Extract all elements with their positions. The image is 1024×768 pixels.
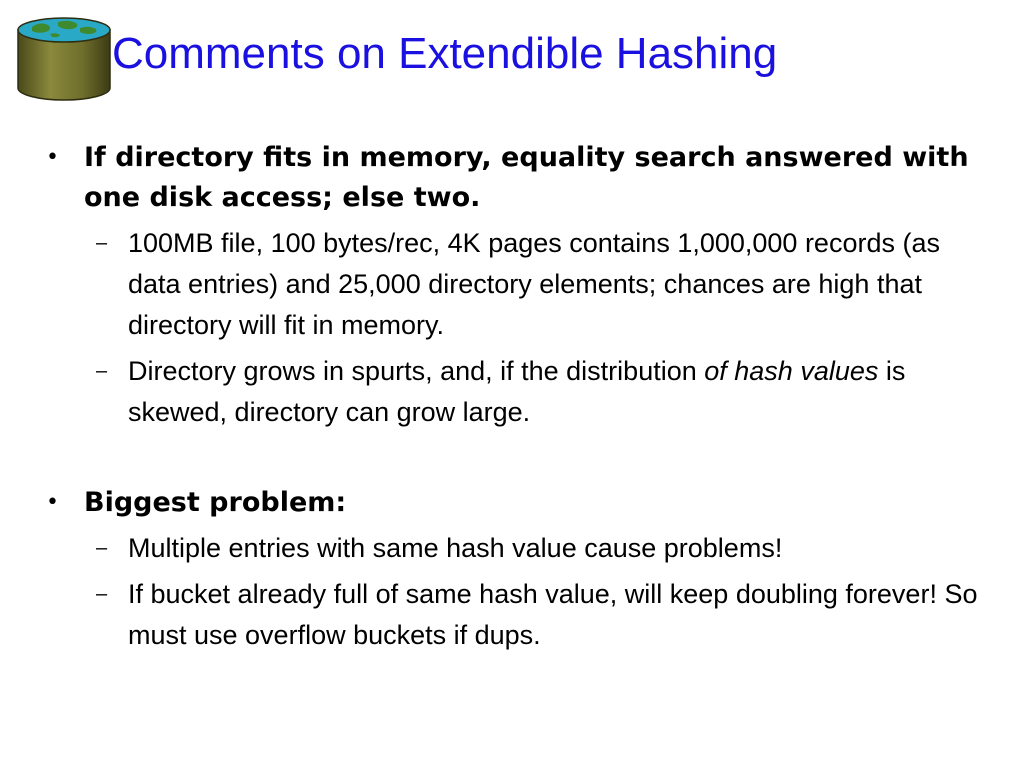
spacer bbox=[40, 433, 1000, 483]
bullet-marker: • bbox=[46, 145, 59, 170]
bullet-text: If directory fits in memory, equality search answered with one disk access; else two. bbox=[84, 142, 969, 213]
sub-bullet-text: If bucket already full of same hash value, will keep doubling forever! So must use overflow buckets if dups. bbox=[128, 579, 978, 650]
sub-bullet-bucket-full bbox=[40, 574, 1000, 656]
sub-bullet-multiple-entries bbox=[40, 528, 1000, 569]
bullet-directory-fits bbox=[40, 138, 1000, 218]
slide-content bbox=[40, 138, 1000, 656]
sub-bullet-text-after: is skewed, directory can grow large. bbox=[128, 356, 906, 427]
sub-bullet-100mb-file bbox=[40, 223, 1000, 346]
bullet-text: Biggest problem: bbox=[84, 487, 347, 518]
dash-marker: – bbox=[96, 583, 108, 605]
dash-marker: – bbox=[96, 232, 108, 254]
sub-bullet-text-italic: of hash values bbox=[704, 356, 879, 386]
dash-marker: – bbox=[96, 360, 108, 382]
sub-bullet-directory-grows bbox=[40, 351, 1000, 433]
sub-bullet-text-before: Directory grows in spurts, and, if the distribution bbox=[128, 356, 705, 386]
database-globe-icon bbox=[14, 14, 114, 104]
bullet-marker: • bbox=[46, 490, 59, 515]
bullet-biggest-problem bbox=[40, 483, 1000, 523]
sub-bullet-text: 100MB file, 100 bytes/rec, 4K pages contains 1,000,000 records (as data entries) and 25,000 directory elements; chances are high that directory will fit in memory. bbox=[128, 228, 940, 340]
dash-marker: – bbox=[96, 537, 108, 559]
slide-title: Comments on Extendible Hashing bbox=[112, 29, 778, 78]
sub-bullet-text: Multiple entries with same hash value cause problems! bbox=[128, 533, 783, 563]
